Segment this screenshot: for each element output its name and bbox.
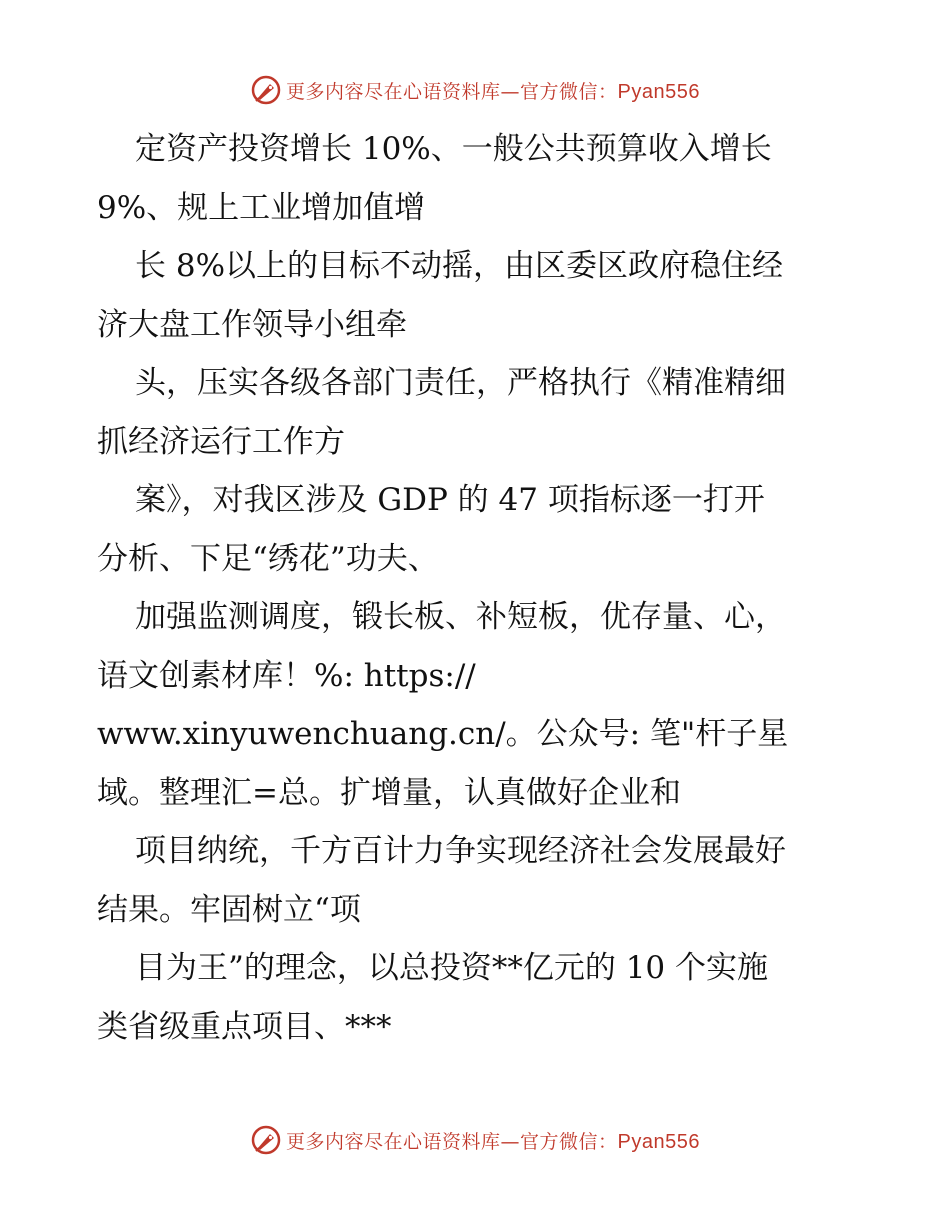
text-line: 抓经济运行工作方 <box>97 423 345 460</box>
banner-text: 更多内容尽在心语资料库—官方微信：Pyan556 <box>286 80 700 103</box>
text-line: 长 8%以上的目标不动摇，由区委区政府稳住经 <box>135 248 784 284</box>
text-line: 加强监测调度，锻长板、补短板，优存量、心， <box>135 599 786 635</box>
text-line: 目为王”的理念，以总投资**亿元的 10 个实施 <box>135 950 769 986</box>
footer-banner <box>0 1120 950 1160</box>
pen-nib-logo-icon <box>250 74 282 106</box>
text-line: 9%、规上工业增加值增 <box>97 189 426 226</box>
text-line: 定资产投资增长 10%、一般公共预算收入增长 <box>135 131 772 167</box>
text-line: www.xinyuwenchuang.cn/。公众号: 笔"杆子星 <box>97 716 789 752</box>
text-line: 案》，对我区涉及 GDP 的 47 项指标逐一打开 <box>135 482 765 518</box>
document-body <box>97 120 867 1056</box>
text-line: 济大盘工作领导小组牵 <box>97 306 407 343</box>
text-line: 结果。牢固树立“项 <box>97 891 361 928</box>
pen-nib-logo-icon <box>250 1124 282 1156</box>
text-line: 项目纳统，千方百计力争实现经济社会发展最好 <box>135 833 786 869</box>
banner-text: 更多内容尽在心语资料库—官方微信：Pyan556 <box>286 1130 700 1153</box>
text-line: 语文创素材库！%: https:// <box>97 657 476 694</box>
header-banner <box>0 70 950 110</box>
text-line: 类省级重点项目、*** <box>97 1008 392 1045</box>
text-line: 头，压实各级各部门责任，严格执行《精准精细 <box>135 365 786 401</box>
text-line: 域。整理汇=总。扩增量，认真做好企业和 <box>97 774 681 811</box>
text-line: 分析、下足“绣花”功夫、 <box>97 540 439 577</box>
